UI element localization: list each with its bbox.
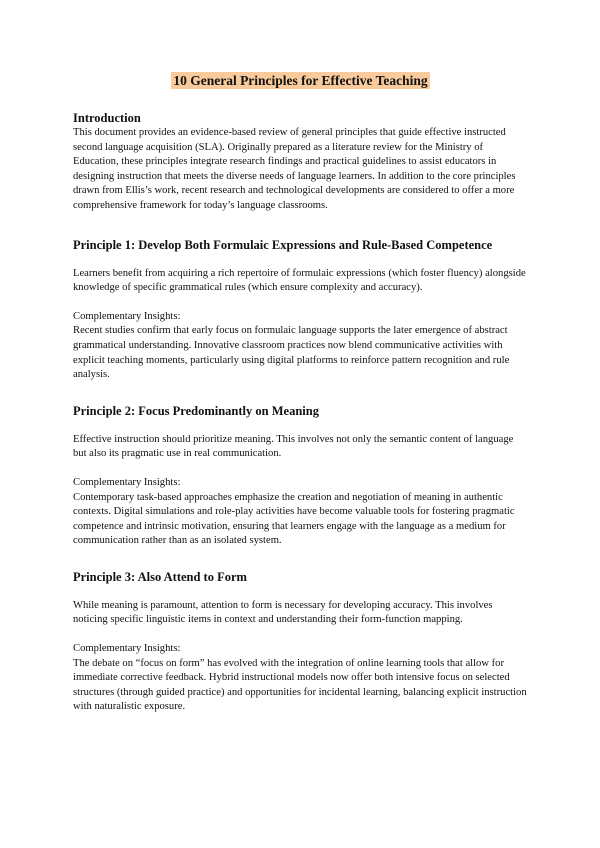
principle-2-body: Effective instruction should prioritize meaning. This involves not only the semantic content of language but also its pragmatic use in real communication.	[73, 433, 514, 460]
principle-1-section	[73, 238, 528, 383]
principle-1-insights: Recent studies confirm that early focus on formulaic language supports the later emergence of abstract grammatical understanding. Innovative classroom practices now blend communicative activities with explicit teaching moments, particularly using digital platforms to reinforce pattern recognition and rule analysis.	[73, 325, 510, 381]
principle-1-body: Learners benefit from acquiring a rich repertoire of formulaic expressions (which foster fluency) alongside knowledge of specific grammatical rules (which ensure complexity and accuracy).	[73, 267, 526, 294]
document-title	[73, 72, 528, 89]
principle-3-heading: Principle 3: Also Attend to Form	[73, 569, 247, 584]
principle-2-section	[73, 404, 528, 549]
principle-2-insights-label: Complementary Insights:	[73, 476, 181, 488]
principle-1-insights-label: Complementary Insights:	[73, 310, 181, 322]
principle-2-insights: Contemporary task-based approaches emphasize the creation and negotiation of meaning in authentic contexts. Digital simulations and role-play activities have become valuable tools for fostering pragmatic competence and intrinsic motivation, ensuring that learners engage with the language as a medium for communication rather than as an isolated system.	[73, 491, 515, 547]
principle-1-heading: Principle 1: Develop Both Formulaic Expressions and Rule-Based Competence	[73, 237, 493, 252]
principle-3-body: While meaning is paramount, attention to form is necessary for developing accuracy. This involves noticing specific linguistic items in context and understanding their form-function mapping.	[73, 599, 493, 626]
principle-3-insights-label: Complementary Insights:	[73, 643, 181, 655]
document-title-text: 10 General Principles for Effective Teaching	[173, 73, 428, 88]
principle-2-heading: Principle 2: Focus Predominantly on Meaning	[73, 403, 319, 418]
principle-3-insights: The debate on “focus on form” has evolved with the integration of online learning tools that allow for immediate corrective feedback. Hybrid instructional models now offer both intensive focus on selected structures (through guided practice) and opportunities for incidental learning, balancing explicit instruction with naturalistic exposure.	[73, 657, 527, 713]
principle-3-section	[73, 570, 528, 715]
introduction-body: This document provides an evidence-based review of general principles that guide effective instructed second language acquisition (SLA). Originally prepared as a literature review for the Ministry of Education, these principles integrate research findings and practical guidelines to assist educators in designing instruction that meets the diverse needs of language learners. In addition to the core principles drawn from Ellis’s work, recent research and technological developments are considered to offer a more comprehensive framework for today’s language classrooms.	[73, 127, 516, 211]
introduction-heading: Introduction	[73, 111, 141, 125]
